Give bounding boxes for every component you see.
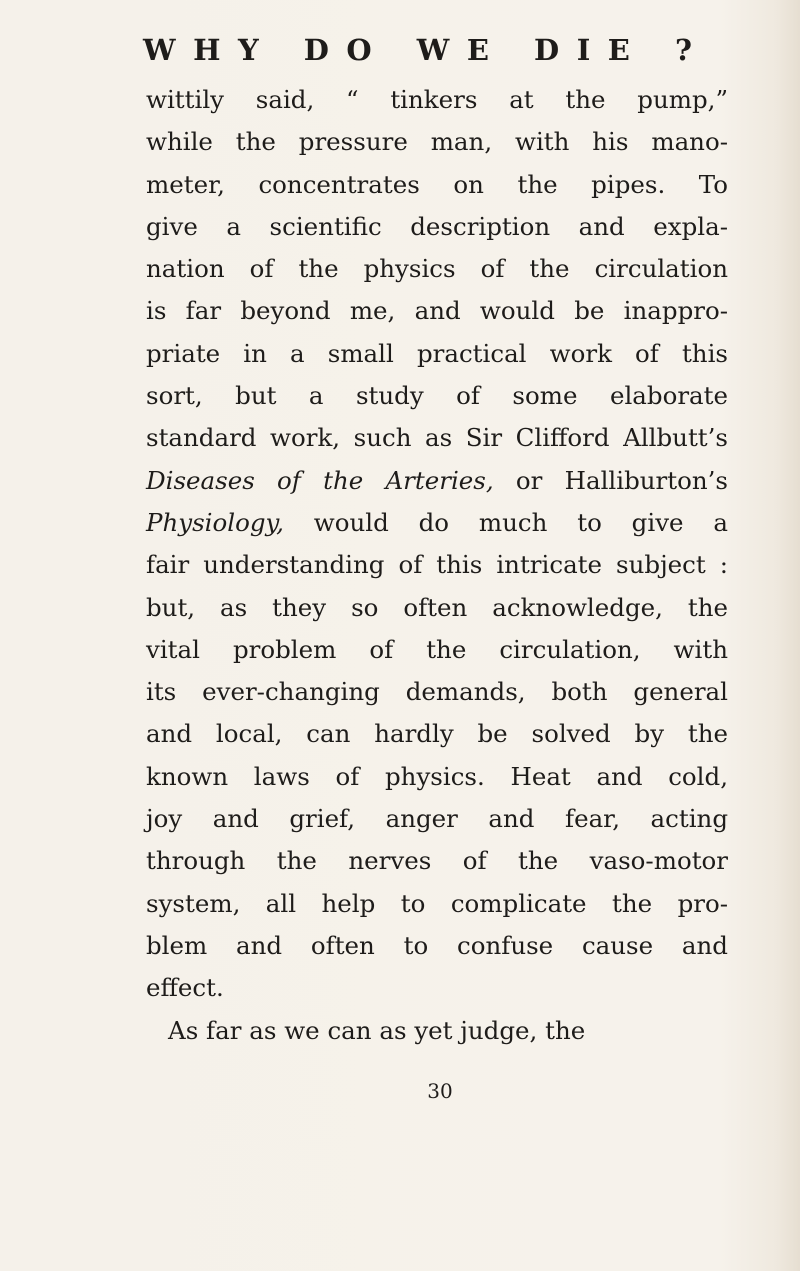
text-line: [146, 375, 728, 417]
italic-title: Diseases of the Arteries,: [146, 465, 494, 495]
text-line: [146, 925, 728, 967]
text-run: would do much to give a: [283, 507, 728, 537]
text-run: and local, can hardly be solved by the: [146, 719, 728, 749]
text-line: [146, 671, 728, 713]
text-line: [146, 629, 728, 671]
text-line: [146, 840, 728, 882]
text-run: joy and grief, anger and fear, acting: [146, 804, 728, 834]
text-line: [146, 79, 728, 121]
text-run: give a scientific description and expla-: [146, 211, 728, 241]
text-run: priate in a small practical work of this: [146, 338, 728, 368]
text-line: [146, 544, 728, 586]
running-head: WHY DO WE DIE ?: [143, 33, 710, 67]
page-number: 30: [427, 1079, 453, 1103]
text-line: [146, 967, 728, 1009]
text-line: [146, 206, 728, 248]
text-run: As far as we can as yet judge, the: [168, 1015, 586, 1045]
text-run: while the pressure man, with his mano-: [146, 127, 728, 157]
text-run: nation of the physics of the circulation: [146, 254, 728, 284]
text-line: [146, 417, 728, 459]
text-run: blem and often to confuse cause and: [146, 930, 728, 960]
text-line: [146, 248, 728, 290]
text-run: effect.: [146, 973, 224, 1003]
text-line: [146, 502, 728, 544]
text-line: [146, 121, 728, 163]
text-run: meter, concentrates on the pipes. To: [146, 169, 728, 199]
text-run: fair understanding of this intricate subject :: [146, 550, 728, 580]
text-line: [146, 883, 728, 925]
text-run: vital problem of the circulation, with: [146, 634, 728, 664]
body-text: [146, 79, 728, 1052]
text-run: through the nerves of the vaso-motor: [146, 846, 728, 876]
text-line: [146, 798, 728, 840]
text-line: [146, 333, 728, 375]
text-line: [146, 460, 728, 502]
text-run: its ever-changing demands, both general: [146, 677, 728, 707]
italic-title: Physiology,: [146, 507, 284, 537]
text-run: standard work, such as Sir Clifford Allbutt’s: [146, 423, 728, 453]
text-line: [146, 164, 728, 206]
text-run: wittily said, “ tinkers at the pump,”: [146, 85, 728, 114]
text-run: but, as they so often acknowledge, the: [146, 592, 728, 622]
text-run: sort, but a study of some elaborate: [146, 381, 728, 411]
text-line: [146, 713, 728, 755]
text-line: [146, 756, 728, 798]
text-run: system, all help to complicate the pro-: [146, 888, 728, 918]
text-line: [146, 290, 728, 332]
text-run: or Halliburton’s: [493, 465, 729, 495]
text-run: is far beyond me, and would be inappro-: [146, 296, 728, 326]
text-line: [146, 587, 728, 629]
text-run: known laws of physics. Heat and cold,: [146, 761, 728, 791]
text-line: [146, 1010, 728, 1052]
